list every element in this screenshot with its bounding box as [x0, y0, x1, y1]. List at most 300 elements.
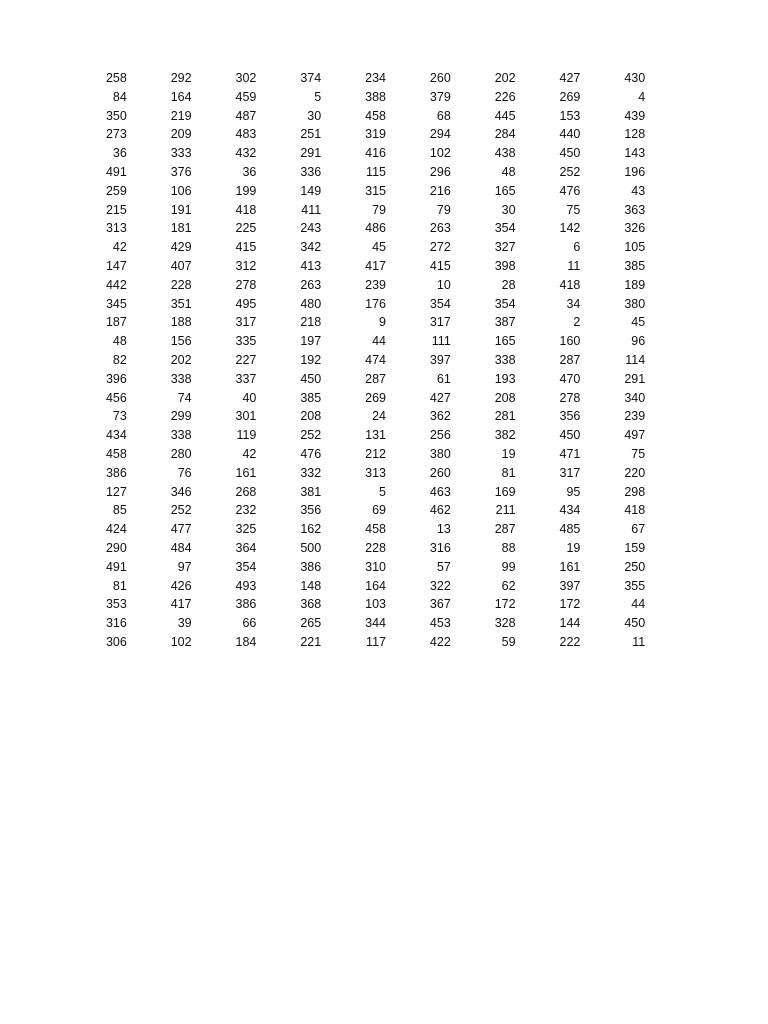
table-cell: 114	[625, 352, 646, 367]
table-cell: 495	[235, 296, 257, 311]
table-cell: 367	[429, 597, 451, 612]
table-cell: 486	[365, 221, 386, 236]
table-cell: 189	[624, 277, 646, 292]
table-cell: 260	[429, 71, 451, 85]
table-cell: 296	[429, 164, 451, 179]
table-cell: 450	[624, 616, 646, 631]
table-cell: 263	[300, 277, 322, 292]
table-cell: 281	[494, 409, 516, 424]
table-cell: 301	[235, 409, 257, 424]
table-row	[62, 614, 645, 633]
table-row	[62, 483, 645, 502]
table-cell: 19	[501, 446, 516, 461]
table-cell: 500	[300, 540, 322, 555]
table-row	[62, 407, 645, 426]
table-cell: 294	[429, 127, 451, 142]
table-cell: 161	[235, 465, 257, 480]
table-cell: 306	[105, 634, 127, 649]
table-cell: 239	[365, 277, 386, 292]
table-cell: 450	[300, 371, 322, 386]
table-cell: 269	[559, 89, 581, 104]
table-cell: 388	[365, 89, 386, 104]
table-cell: 483	[235, 127, 257, 142]
table-cell: 82	[112, 352, 127, 367]
table-cell: 169	[494, 484, 516, 499]
table-cell: 491	[105, 559, 127, 574]
table-cell: 458	[105, 446, 127, 461]
table-cell: 57	[436, 559, 451, 574]
table-cell: 338	[170, 371, 192, 386]
table-row	[62, 163, 645, 182]
table-cell: 292	[170, 71, 192, 85]
table-cell: 97	[177, 559, 192, 574]
table-cell: 333	[170, 146, 192, 161]
table-cell: 74	[177, 390, 192, 405]
table-cell: 374	[300, 71, 322, 85]
table-cell: 162	[300, 522, 322, 537]
table-cell: 424	[105, 522, 127, 537]
table-cell: 322	[429, 578, 451, 593]
table-cell: 45	[372, 240, 386, 255]
table-cell: 45	[631, 315, 646, 330]
table-cell: 426	[170, 578, 192, 593]
table-cell: 10	[436, 277, 451, 292]
number-table-body	[62, 69, 645, 652]
table-cell: 9	[379, 315, 386, 330]
table-cell: 209	[170, 127, 192, 142]
table-cell: 85	[112, 503, 127, 518]
table-cell: 364	[235, 540, 257, 555]
table-cell: 263	[429, 221, 451, 236]
table-cell: 338	[170, 428, 192, 443]
table-cell: 291	[624, 371, 646, 386]
table-cell: 397	[429, 352, 451, 367]
table-cell: 44	[372, 334, 386, 349]
table-cell: 227	[235, 352, 257, 367]
table-row	[62, 238, 645, 257]
table-cell: 164	[170, 89, 192, 104]
table-cell: 96	[631, 334, 646, 349]
table-cell: 30	[501, 202, 516, 217]
table-cell: 11	[567, 258, 581, 273]
table-cell: 310	[365, 559, 386, 574]
table-row	[62, 257, 645, 276]
table-cell: 386	[105, 465, 127, 480]
table-cell: 427	[429, 390, 451, 405]
table-cell: 417	[365, 258, 386, 273]
table-cell: 39	[177, 616, 192, 631]
table-cell: 484	[170, 540, 192, 555]
table-cell: 88	[501, 540, 516, 555]
table-cell: 417	[170, 597, 192, 612]
table-cell: 153	[559, 108, 581, 123]
table-cell: 317	[235, 315, 257, 330]
table-row	[62, 88, 645, 107]
table-cell: 430	[624, 71, 646, 85]
table-cell: 193	[494, 371, 516, 386]
table-cell: 480	[300, 296, 322, 311]
table-cell: 268	[235, 484, 257, 499]
table-cell: 36	[112, 146, 127, 161]
table-cell: 147	[105, 258, 127, 273]
table-cell: 440	[559, 127, 581, 142]
table-cell: 40	[242, 390, 257, 405]
table-cell: 106	[170, 183, 192, 198]
table-row	[62, 182, 645, 201]
table-cell: 252	[559, 164, 581, 179]
table-cell: 354	[494, 296, 516, 311]
table-cell: 165	[494, 334, 516, 349]
table-cell: 471	[559, 446, 581, 461]
table-cell: 325	[235, 522, 257, 537]
table-cell: 6	[573, 240, 581, 255]
table-cell: 445	[494, 108, 516, 123]
table-cell: 356	[300, 503, 322, 518]
table-cell: 450	[559, 146, 581, 161]
table-cell: 491	[105, 164, 127, 179]
table-cell: 313	[365, 465, 386, 480]
table-cell: 429	[170, 240, 192, 255]
table-cell: 187	[105, 315, 127, 330]
table-cell: 234	[365, 71, 386, 85]
table-cell: 220	[624, 465, 646, 480]
table-cell: 299	[170, 409, 192, 424]
table-row	[62, 445, 645, 464]
table-cell: 284	[494, 127, 516, 142]
table-cell: 332	[300, 465, 322, 480]
table-cell: 474	[365, 352, 386, 367]
table-cell: 256	[429, 428, 451, 443]
table-cell: 258	[105, 71, 127, 85]
table-cell: 216	[429, 183, 451, 198]
table-cell: 19	[566, 540, 581, 555]
table-cell: 103	[365, 597, 386, 612]
table-row	[62, 69, 645, 88]
table-cell: 379	[429, 89, 451, 104]
table-cell: 487	[235, 108, 257, 123]
table-cell: 385	[300, 390, 322, 405]
table-cell: 95	[566, 484, 581, 499]
table-cell: 5	[379, 484, 386, 499]
table-row	[62, 520, 645, 539]
table-row	[62, 464, 645, 483]
table-cell: 68	[436, 108, 451, 123]
table-cell: 302	[235, 71, 257, 85]
table-cell: 76	[177, 465, 192, 480]
table-cell: 354	[235, 559, 257, 574]
table-cell: 226	[494, 89, 516, 104]
table-cell: 354	[494, 221, 516, 236]
table-cell: 317	[559, 465, 581, 480]
table-cell: 287	[365, 371, 386, 386]
table-cell: 354	[429, 296, 451, 311]
table-cell: 355	[624, 578, 646, 593]
table-cell: 81	[501, 465, 516, 480]
table-cell: 477	[170, 522, 192, 537]
table-cell: 453	[429, 616, 451, 631]
table-row	[62, 144, 645, 163]
table-cell: 172	[559, 597, 581, 612]
table-cell: 131	[365, 428, 386, 443]
table-cell: 67	[631, 522, 646, 537]
table-cell: 450	[559, 428, 581, 443]
table-cell: 350	[105, 108, 127, 123]
table-cell: 34	[566, 296, 581, 311]
table-cell: 411	[301, 202, 322, 217]
table-cell: 221	[300, 634, 322, 649]
table-row	[62, 577, 645, 596]
table-cell: 128	[624, 127, 646, 142]
table-cell: 5	[314, 89, 322, 104]
table-cell: 79	[372, 202, 386, 217]
table-cell: 212	[365, 446, 386, 461]
table-cell: 476	[559, 183, 581, 198]
table-cell: 211	[495, 503, 516, 518]
table-cell: 69	[372, 503, 386, 518]
table-cell: 149	[300, 183, 322, 198]
table-cell: 278	[235, 277, 257, 292]
table-cell: 73	[112, 409, 127, 424]
table-cell: 316	[429, 540, 451, 555]
table-cell: 208	[494, 390, 516, 405]
table-cell: 222	[559, 634, 581, 649]
table-cell: 351	[170, 296, 192, 311]
table-cell: 181	[170, 221, 192, 236]
table-cell: 43	[631, 183, 646, 198]
table-cell: 459	[235, 89, 257, 104]
table-cell: 273	[105, 127, 127, 142]
table-cell: 111	[431, 334, 451, 349]
table-cell: 239	[624, 409, 646, 424]
table-cell: 280	[170, 446, 192, 461]
table-cell: 456	[105, 390, 127, 405]
table-cell: 418	[235, 202, 257, 217]
number-table	[62, 69, 645, 652]
table-row	[62, 125, 645, 144]
table-cell: 196	[624, 164, 646, 179]
table-cell: 243	[300, 221, 322, 236]
table-cell: 199	[235, 183, 257, 198]
table-cell: 438	[494, 146, 516, 161]
table-row	[62, 501, 645, 520]
table-cell: 356	[559, 409, 581, 424]
table-cell: 342	[300, 240, 322, 255]
table-cell: 143	[624, 146, 646, 161]
table-cell: 260	[429, 465, 451, 480]
table-cell: 398	[494, 258, 516, 273]
table-cell: 432	[235, 146, 257, 161]
table-cell: 215	[105, 202, 127, 217]
table-cell: 337	[235, 371, 257, 386]
table-cell: 219	[170, 108, 192, 123]
table-cell: 312	[235, 258, 257, 273]
table-cell: 176	[365, 296, 386, 311]
table-cell: 66	[242, 616, 257, 631]
table-cell: 317	[429, 315, 451, 330]
table-cell: 160	[559, 334, 581, 349]
table-cell: 434	[559, 503, 581, 518]
table-cell: 172	[494, 597, 516, 612]
table-cell: 470	[559, 371, 581, 386]
table-cell: 381	[300, 484, 322, 499]
table-row	[62, 595, 645, 614]
table-cell: 232	[235, 503, 257, 518]
table-cell: 278	[559, 390, 581, 405]
table-cell: 463	[429, 484, 451, 499]
table-cell: 36	[242, 164, 257, 179]
table-cell: 422	[429, 634, 451, 649]
table-cell: 326	[624, 221, 646, 236]
table-cell: 142	[559, 221, 581, 236]
table-cell: 13	[436, 522, 451, 537]
table-cell: 48	[112, 334, 127, 349]
table-cell: 427	[559, 71, 581, 85]
table-cell: 415	[429, 258, 451, 273]
table-cell: 462	[429, 503, 451, 518]
table-cell: 188	[170, 315, 192, 330]
table-cell: 385	[624, 258, 646, 273]
table-cell: 184	[235, 634, 257, 649]
table-cell: 269	[365, 390, 386, 405]
table-cell: 413	[300, 258, 322, 273]
table-cell: 344	[365, 616, 386, 631]
table-cell: 156	[170, 334, 192, 349]
table-row	[62, 107, 645, 126]
table-cell: 290	[105, 540, 127, 555]
table-row	[62, 558, 645, 577]
table-cell: 313	[105, 221, 127, 236]
table-cell: 161	[559, 559, 581, 574]
table-cell: 202	[494, 71, 516, 85]
table-row	[62, 539, 645, 558]
table-row	[62, 370, 645, 389]
table-cell: 24	[372, 409, 386, 424]
table-cell: 316	[105, 616, 127, 631]
table-cell: 259	[105, 183, 127, 198]
table-cell: 11	[632, 634, 646, 649]
table-cell: 319	[365, 127, 386, 142]
table-cell: 102	[170, 634, 192, 649]
table-cell: 42	[112, 240, 127, 255]
table-cell: 191	[170, 202, 192, 217]
table-cell: 338	[494, 352, 516, 367]
table-cell: 159	[624, 540, 646, 555]
table-row	[62, 295, 645, 314]
table-cell: 353	[105, 597, 127, 612]
table-cell: 192	[300, 352, 322, 367]
table-cell: 2	[573, 315, 581, 330]
table-cell: 164	[365, 578, 386, 593]
table-row	[62, 201, 645, 220]
table-cell: 287	[559, 352, 581, 367]
table-row	[62, 633, 645, 652]
table-cell: 197	[300, 334, 322, 349]
table-cell: 291	[300, 146, 322, 161]
table-cell: 105	[624, 240, 646, 255]
table-cell: 62	[501, 578, 516, 593]
table-cell: 272	[429, 240, 451, 255]
table-cell: 382	[494, 428, 516, 443]
table-cell: 165	[494, 183, 516, 198]
table-cell: 485	[559, 522, 581, 537]
table-cell: 476	[300, 446, 322, 461]
table-cell: 42	[242, 446, 257, 461]
table-cell: 362	[429, 409, 451, 424]
table-cell: 251	[300, 127, 322, 142]
table-cell: 84	[112, 89, 127, 104]
table-cell: 148	[300, 578, 322, 593]
table-cell: 493	[235, 578, 257, 593]
table-cell: 335	[235, 334, 257, 349]
table-row	[62, 426, 645, 445]
table-cell: 265	[300, 616, 322, 631]
table-cell: 340	[624, 390, 646, 405]
table-cell: 102	[429, 146, 451, 161]
table-cell: 252	[170, 503, 192, 518]
table-cell: 30	[307, 108, 322, 123]
table-cell: 81	[112, 578, 127, 593]
table-row	[62, 389, 645, 408]
table-cell: 346	[170, 484, 192, 499]
table-cell: 434	[105, 428, 127, 443]
table-cell: 119	[236, 428, 257, 443]
table-cell: 458	[365, 108, 386, 123]
table-cell: 363	[624, 202, 646, 217]
table-cell: 218	[300, 315, 322, 330]
table-cell: 397	[559, 578, 581, 593]
table-cell: 345	[105, 296, 127, 311]
table-cell: 387	[494, 315, 516, 330]
table-cell: 28	[501, 277, 516, 292]
table-cell: 115	[366, 164, 386, 179]
table-cell: 75	[631, 446, 646, 461]
table-cell: 287	[494, 522, 516, 537]
table-cell: 127	[105, 484, 127, 499]
table-row	[62, 332, 645, 351]
table-cell: 368	[300, 597, 322, 612]
table-cell: 75	[566, 202, 581, 217]
table-cell: 298	[624, 484, 646, 499]
table-cell: 380	[429, 446, 451, 461]
table-cell: 442	[105, 277, 127, 292]
table-cell: 458	[365, 522, 386, 537]
table-cell: 327	[494, 240, 516, 255]
table-cell: 202	[170, 352, 192, 367]
table-cell: 376	[170, 164, 192, 179]
table-cell: 99	[501, 559, 516, 574]
table-cell: 415	[235, 240, 257, 255]
table-cell: 328	[494, 616, 516, 631]
table-cell: 439	[624, 108, 646, 123]
table-cell: 386	[235, 597, 257, 612]
table-cell: 252	[300, 428, 322, 443]
table-cell: 44	[631, 597, 646, 612]
table-cell: 48	[501, 164, 516, 179]
table-cell: 250	[624, 559, 646, 574]
table-cell: 144	[559, 616, 581, 631]
table-cell: 228	[365, 540, 386, 555]
table-cell: 61	[436, 371, 451, 386]
table-cell: 396	[105, 371, 127, 386]
table-cell: 386	[300, 559, 322, 574]
table-row	[62, 313, 645, 332]
table-row	[62, 276, 645, 295]
table-cell: 418	[559, 277, 581, 292]
table-cell: 59	[501, 634, 516, 649]
table-cell: 497	[624, 428, 646, 443]
table-cell: 407	[170, 258, 192, 273]
table-cell: 418	[624, 503, 646, 518]
